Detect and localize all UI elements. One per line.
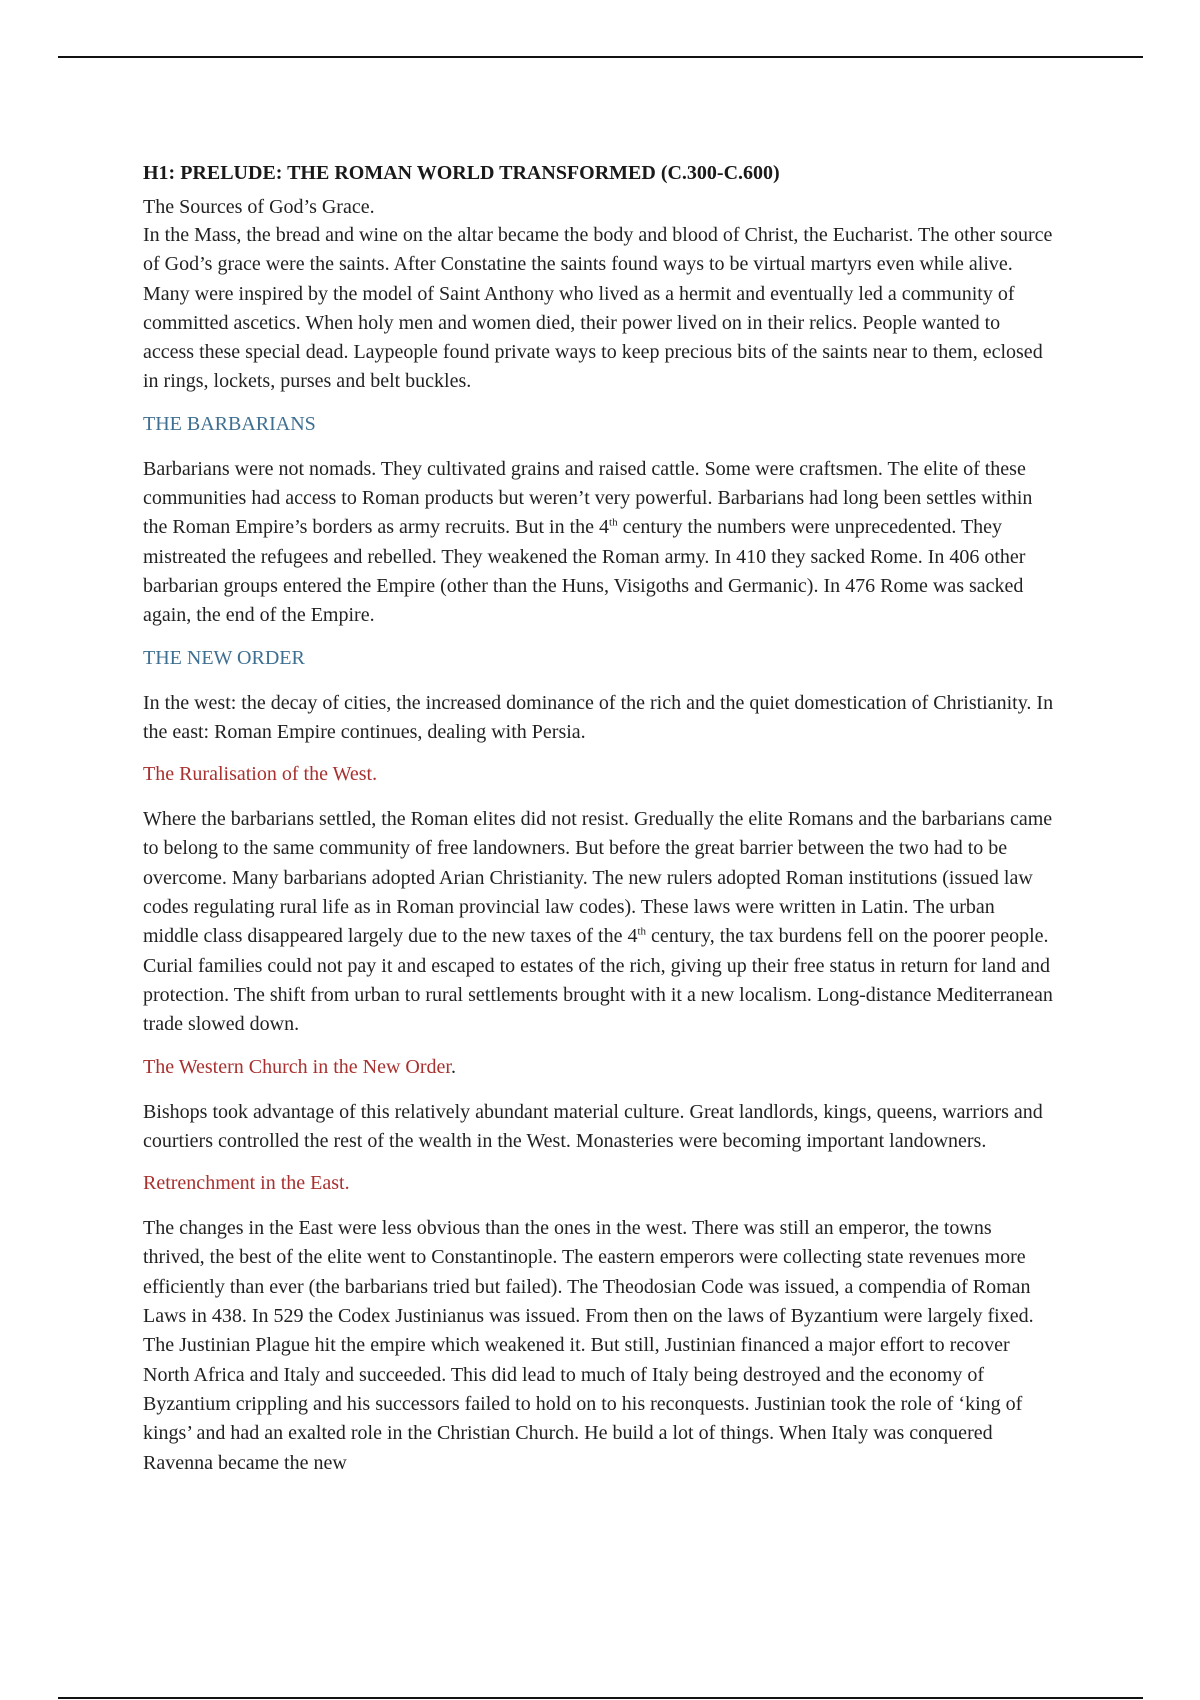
barbarians-text-part1: Barbarians were not nomads. They cultivated grains and raised cattle. Some were craftsmen. The elite of these communities had access to Roman products but weren’t very powerful. Barbarians had long been settles within the Roman Empire’s borders as army recruits. But in the 4	[143, 457, 1033, 539]
new-order-heading: THE NEW ORDER	[143, 646, 305, 669]
document-body	[143, 158, 1055, 1478]
western-church-heading-period: .	[450, 1055, 456, 1078]
footer-rule	[58, 1697, 1143, 1699]
sources-paragraph: In the Mass, the bread and wine on the altar became the body and blood of Christ, the Eucharist. The other source of God’s grace were the saints. After Constatine the saints found ways to be virtual martyrs even while alive. Many were inspired by the model of Saint Anthony who lived as a hermit and eventually led a community of committed ascetics. When holy men and women died, their power lived on in their relics. People wanted to access these special dead. Laypeople found private ways to keep precious bits of the saints near to them, eclosed in rings, lockets, purses and belt buckles.	[143, 224, 1053, 393]
ruralisation-text-part1: Where the barbarians settled, the Roman elites did not resist. Gredually the elite Romans and the barbarians came to belong to the same community of free landowners. But before the great barrier between the two had to be overcome. Many barbarians adopted Arian Christianity. The new rulers adopted Roman institutions (issued law codes regulating rural life as in Roman provincial law codes). These laws were written in Latin. The urban middle class disappeared largely due to the new taxes of the 4	[143, 808, 1053, 948]
western-church-paragraph: Bishops took advantage of this relatively abundant material culture. Great landlords, kings, queens, warriors and courtiers controlled the rest of the wealth in the West. Monasteries were becoming important landowners.	[143, 1100, 1043, 1152]
new-order-paragraph: In the west: the decay of cities, the increased dominance of the rich and the quiet domestication of Christianity. In the east: Roman Empire continues, dealing with Persia.	[143, 691, 1054, 743]
western-church-heading-line	[143, 1052, 1055, 1082]
ruralisation-text-part2: century, the tax burdens fell on the poorer people. Curial families could not pay it and escaped to estates of the rich, giving up their free status in return for land and protection. The shift from urban to rural settlements brought with it a new localism. Long-distance Mediterranean trade slowed down.	[143, 925, 1053, 1036]
ordinal-superscript: th	[609, 516, 618, 529]
western-church-heading: The Western Church in the New Order	[143, 1055, 451, 1078]
sources-heading: The Sources of God’s Grace.	[143, 196, 375, 218]
barbarians-heading: THE BARBARIANS	[143, 412, 316, 435]
barbarians-paragraph	[143, 455, 1055, 631]
ordinal-superscript: th	[637, 925, 647, 938]
barbarians-text-part2: century the numbers were unprecedented. They mistreated the refugees and rebelled. They weakened the Roman army. In 410 they sacked Rome. In 406 other barbarian groups entered the Empire (other than the Huns, Visigoths and Germanic). In 476 Rome was sacked again, the end of the Empire.	[143, 516, 1026, 627]
ruralisation-paragraph	[143, 805, 1055, 1039]
retrenchment-paragraph: The changes in the East were less obvious than the ones in the west. There was still an emperor, the towns thrived, the best of the elite went to Constantinople. The eastern emperors were collecting state revenues more efficiently than ever (the barbarians tried but failed). The Theodosian Code was issued, a compendia of Roman Laws in 438. In 529 the Codex Justinianus was issued. From then on the laws of Byzantium were largely fixed. The Justinian Plague hit the empire which weakened it. But still, Justinian financed a major effort to recover North Africa and Italy and succeeded. This did lead to much of Italy being destroyed and the economy of Byzantium crippling and his successors failed to hold on to his reconquests. Justinian took the role of ‘king of kings’ and had an exalted role in the Christian Church. He build a lot of things. When Italy was conquered Ravenna became the new	[143, 1217, 1034, 1474]
header-rule	[58, 56, 1143, 58]
retrenchment-heading: Retrenchment in the East.	[143, 1172, 350, 1195]
page-title: H1: PRELUDE: THE ROMAN WORLD TRANSFORMED (C.300-C.600)	[143, 162, 780, 184]
ruralisation-heading: The Ruralisation of the West.	[143, 763, 378, 786]
